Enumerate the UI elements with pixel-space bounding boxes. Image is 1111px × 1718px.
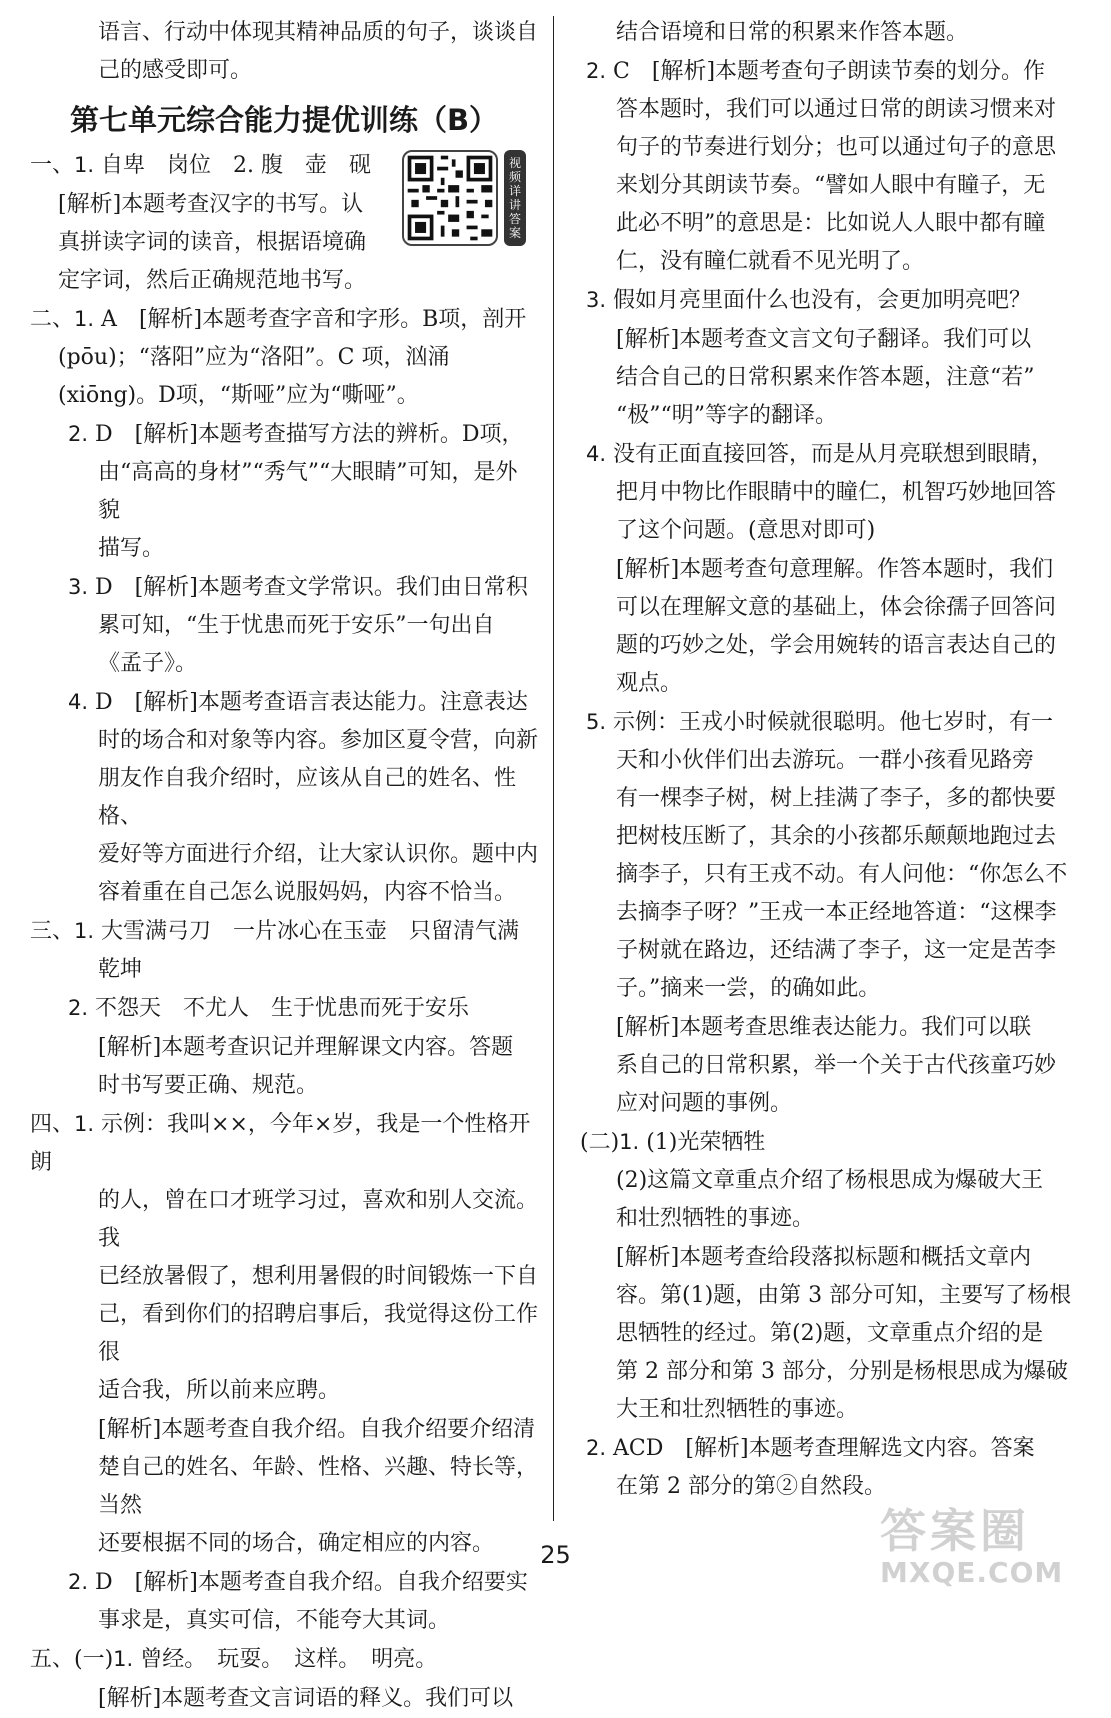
answer-line: 此必不明”的意思是：比如说人人眼中都有瞳 [616, 211, 1046, 236]
answer-line: 二、1. A [解析]本题考查字音和字形。B项，剖开 [30, 306, 527, 332]
right-answers [580, 14, 1080, 1506]
unit-title: 第七单元综合能力提优训练（B） [69, 103, 499, 137]
answer-line: 的人，曾在口才班学习过，喜欢和别人交流。我 [98, 1188, 539, 1251]
column-divider [553, 16, 554, 1521]
page-number: 25 [540, 1541, 571, 1569]
answer-line: 还要根据不同的场合，确定相应的内容。 [98, 1531, 495, 1556]
answer-line: 系自己的日常积累，举一个关于古代孩童巧妙 [616, 1053, 1057, 1078]
answer-line: 适合我，所以前来应聘。 [98, 1378, 341, 1403]
answer-line: 容。第(1)题，由第 3 部分可知，主要写了杨根 [616, 1283, 1072, 1308]
answer-line: 思牺牲的经过。第(2)题，文章重点介绍的是 [616, 1321, 1044, 1346]
qr-code[interactable] [402, 150, 530, 246]
answer-line: (二)1. (1)光荣牺牲 [580, 1130, 766, 1155]
answer-line: 摘李子，只有王戎不动。有人问他：“你怎么不 [616, 862, 1068, 887]
answer-line: 定字词，然后正确规范地书写。 [58, 268, 367, 293]
answer-line: 2. 不怨天 不尤人 生于忧患而死于安乐 [68, 996, 470, 1021]
answer-line: 仁，没有瞳仁就看不见光明了。 [616, 249, 925, 274]
answer-line: 已经放暑假了，想利用暑假的时间锻炼一下自 [98, 1264, 539, 1289]
answer-line: 事求是，真实可信，不能夸大其词。 [98, 1608, 451, 1633]
answer-line: 观点。 [616, 671, 683, 696]
answer-line: 《孟子》。 [98, 651, 198, 676]
answer-line: 由“高高的身材”“秀气”“大眼睛”可知，是外貌 [98, 460, 518, 523]
answer-line: [解析]本题考查给段落拟标题和概括文章内 [616, 1244, 1032, 1270]
answer-line: 结合语境和日常的积累来作答本题。 [616, 20, 969, 45]
answer-line: 2. D [解析]本题考查描写方法的辨析。D项， [68, 421, 524, 447]
answer-line: [解析]本题考查思维表达能力。我们可以联 [616, 1014, 1032, 1040]
watermark-logo [880, 1505, 1105, 1597]
answer-line: “极”“明”等字的翻译。 [616, 403, 837, 428]
answer-line: 描写。 [98, 536, 165, 561]
answer-line: 乾坤 [98, 957, 143, 982]
answer-line: 三、1. 大雪满弓刀 一片冰心在玉壶 只留清气满 [30, 919, 520, 944]
intro-block [30, 14, 538, 90]
answer-line: 2. ACD [解析]本题考查理解选文内容。答案 [586, 1435, 1035, 1461]
answer-line: 时的场合和对象等内容。参加区夏令营，向新 [98, 728, 539, 753]
answer-line: 4. D [解析]本题考查语言表达能力。注意表达 [68, 689, 528, 715]
text-line: 己的感受即可。 [98, 58, 253, 83]
answer-line: 把月中物比作眼睛中的瞳仁，机智巧妙地回答 [616, 480, 1057, 505]
answer-line: 第 2 部分和第 3 部分，分别是杨根思成为爆破 [616, 1359, 1068, 1384]
answer-line: 楚自己的姓名、年龄、性格、兴趣、特长等，当然 [98, 1455, 539, 1518]
answer-line: 一、1. 自卑 岗位 2. 腹 壶 砚 [30, 153, 372, 178]
answer-line: 句子的节奏进行划分；也可以通过句子的意思 [616, 135, 1057, 160]
answer-line: 2. C [解析]本题考查句子朗读节奏的划分。作 [586, 58, 1046, 84]
watermark-top: 答案圈 [880, 1504, 1030, 1558]
answer-line: 3. 假如月亮里面什么也没有，会更加明亮吧？ [586, 288, 1032, 313]
qr-code-icon [402, 150, 498, 246]
answer-line: 有一棵李子树，树上挂满了李子，多的都快要 [616, 786, 1057, 811]
answer-line: 应对问题的事例。 [616, 1091, 793, 1116]
answer-line: 己，看到你们的招聘启事后，我觉得这份工作很 [98, 1302, 539, 1365]
answer-line: 去摘李子呀？”王戎一本正经地答道：“这棵李 [616, 900, 1057, 925]
left-column [30, 14, 538, 1718]
text-line: 语言、行动中体现其精神品质的句子，谈谈自 [98, 20, 539, 45]
right-column [580, 14, 1080, 1506]
answer-line: (xiōng)。D项，“斯哑”应为“嘶哑”。 [58, 383, 419, 408]
answer-line: 3. D [解析]本题考查文学常识。我们由日常积 [68, 574, 528, 600]
answer-line: 天和小伙伴们出去游玩。一群小孩看见路旁 [616, 748, 1035, 773]
answer-line: 五、(一)1. 曾经。 玩耍。 这样。 明亮。 [30, 1647, 438, 1672]
answer-line: 4. 没有正面直接回答，而是从月亮联想到眼睛， [586, 442, 1054, 467]
qr-label: 视频详讲答案 [504, 150, 526, 246]
answer-line: 来划分其朗读节奏。“譬如人眼中有瞳子，无 [616, 173, 1046, 198]
answer-line: 结合自己的日常积累来作答本题，注意“若” [616, 365, 1035, 390]
answer-line: 大王和壮烈牺牲的事迹。 [616, 1397, 859, 1422]
answer-line: 四、1. 示例：我叫××，今年×岁，我是一个性格开朗 [30, 1112, 531, 1175]
answer-line: 可以在理解文意的基础上，体会徐孺子回答问 [616, 595, 1057, 620]
answer-line: 和壮烈牺牲的事迹。 [616, 1206, 815, 1231]
answer-line: 2. D [解析]本题考查自我介绍。自我介绍要实 [68, 1569, 528, 1595]
answer-line: 在第 2 部分的第②自然段。 [616, 1474, 886, 1499]
answer-line: 真拼读字词的读音，根据语境确 [58, 230, 367, 255]
answer-line: [解析]本题考查识记并理解课文内容。答题 [98, 1034, 514, 1060]
answer-line: 子树就在路边，还结满了李子，这一定是苦李 [616, 938, 1057, 963]
watermark-bottom: MXQE.COM [880, 1556, 1064, 1589]
answer-line: 时书写要正确、规范。 [98, 1073, 319, 1098]
answer-line: (2)这篇文章重点介绍了杨根思成为爆破大王 [616, 1168, 1044, 1193]
left-answers [30, 146, 538, 1718]
answer-line: [解析]本题考查文言词语的释义。我们可以 [98, 1685, 514, 1711]
answer-line: 了这个问题。(意思对即可) [616, 518, 876, 543]
answer-line: [解析]本题考查汉字的书写。认 [58, 191, 364, 217]
answer-line: 容着重在自己怎么说服妈妈，内容不恰当。 [98, 880, 517, 905]
answer-line: [解析]本题考查句意理解。作答本题时，我们 [616, 556, 1054, 582]
answer-line: 题的巧妙之处，学会用婉转的语言表达自己的 [616, 633, 1057, 658]
answer-line: [解析]本题考查自我介绍。自我介绍要介绍清 [98, 1416, 536, 1442]
answer-line: 朋友作自我介绍时，应该从自己的姓名、性格、 [98, 766, 517, 829]
answer-line: [解析]本题考查文言文句子翻译。我们可以 [616, 326, 1032, 352]
answer-line: 5. 示例：王戎小时候就很聪明。他七岁时，有一 [586, 710, 1054, 735]
answer-line: 把树枝压断了，其余的小孩都乐颠颠地跑过去 [616, 824, 1057, 849]
answer-line: 子。”摘来一尝，的确如此。 [616, 976, 881, 1001]
answer-line: 累可知，“生于忧患而死于安乐”一句出自 [98, 613, 495, 638]
answer-line: 爱好等方面进行介绍，让大家认识你。题中内 [98, 842, 539, 867]
answer-line: (pōu)；“落阳”应为“洛阳”。C 项，汹涌 [58, 345, 450, 370]
answer-line: 答本题时，我们可以通过日常的朗读习惯来对 [616, 97, 1057, 122]
